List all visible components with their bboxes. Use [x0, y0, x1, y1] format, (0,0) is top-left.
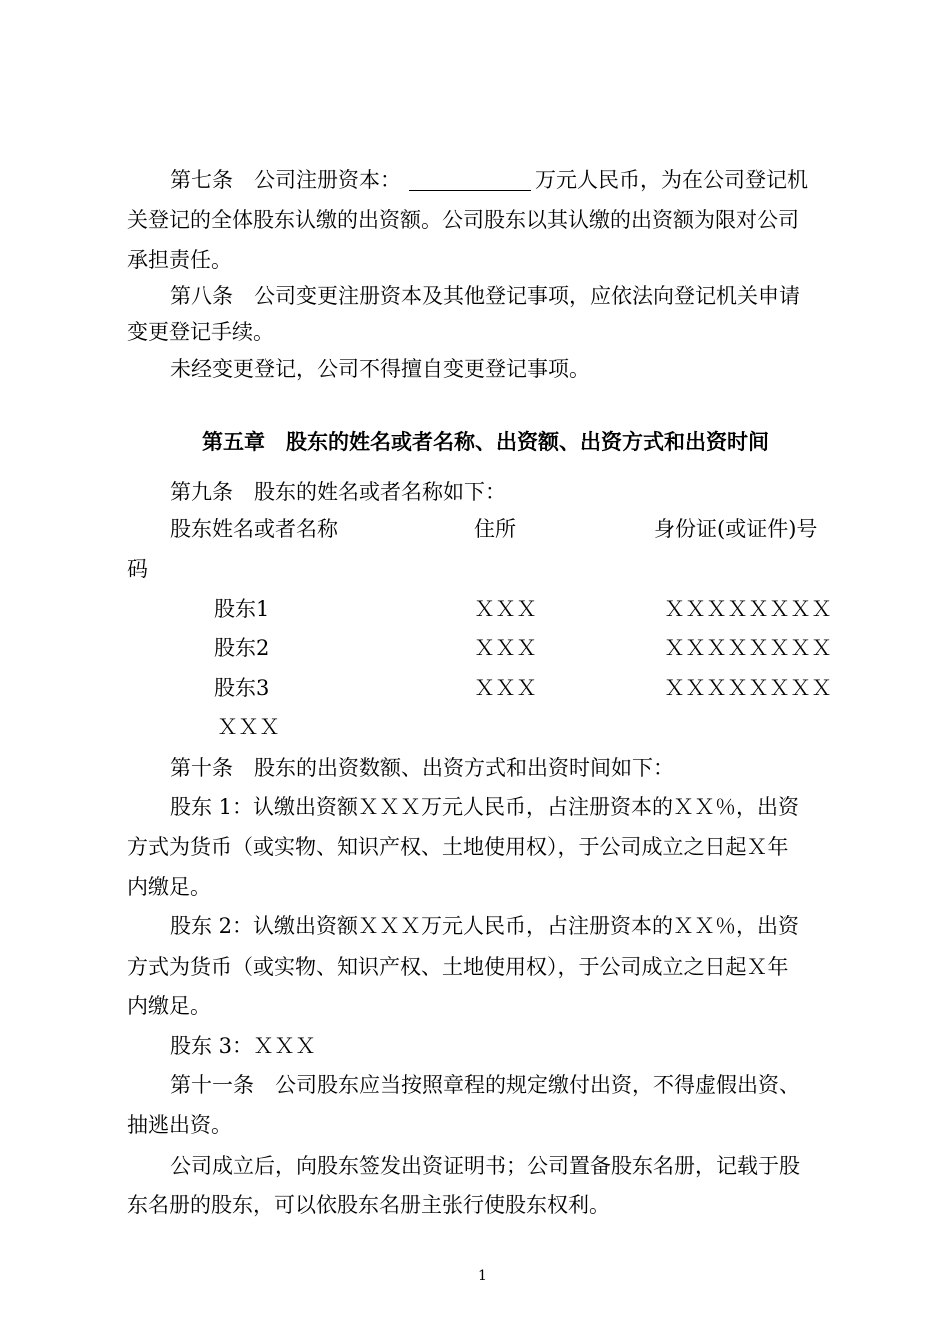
- row3-id: ＸＸＸＸＸＸＸＸ: [664, 676, 832, 700]
- page-number: 1: [478, 1268, 487, 1284]
- table-header-name: 股东姓名或者名称: [170, 517, 338, 541]
- table-header-id: 身份证(或证件)号: [654, 517, 818, 541]
- table-header-id-wrap: 码: [127, 557, 148, 581]
- table-header-address: 住所: [474, 517, 516, 541]
- art9-line1: 第九条 股东的姓名或者名称如下：: [170, 480, 506, 504]
- row2-address: ＸＸＸ: [474, 636, 537, 660]
- shareholder1-line1: 股东 1：认缴出资额ＸＸＸ万元人民币，占注册资本的ＸＸ％，出资: [170, 795, 800, 819]
- art8-line3: 未经变更登记，公司不得擅自变更登记事项。: [170, 357, 590, 381]
- shareholder2-line3: 内缴足。: [127, 994, 211, 1018]
- shareholder2-line2: 方式为货币（或实物、知识产权、土地使用权），于公司成立之日起Ｘ年: [127, 955, 789, 979]
- art7-suffix: 万元人民币，为在公司登记机: [535, 168, 808, 192]
- art11-line3: 公司成立后，向股东签发出资证明书；公司置备股东名册，记载于股: [170, 1154, 800, 1178]
- row1-name: 股东1: [214, 597, 270, 621]
- shareholder1-line3: 内缴足。: [127, 875, 211, 899]
- shareholder3-line: 股东 3：ＸＸＸ: [170, 1034, 317, 1058]
- row3-name: 股东3: [214, 676, 270, 700]
- art7-prefix: 第七条 公司注册资本：: [170, 168, 401, 192]
- row1-address: ＸＸＸ: [474, 597, 537, 621]
- row1-id: ＸＸＸＸＸＸＸＸ: [664, 597, 832, 621]
- art8-line1: 第八条 公司变更注册资本及其他登记事项，应依法向登记机关申请: [170, 284, 800, 308]
- art7-line2: 关登记的全体股东认缴的出资额。公司股东以其认缴的出资额为限对公司: [127, 208, 799, 232]
- art11-line1: 第十一条 公司股东应当按照章程的规定缴付出资，不得虚假出资、: [170, 1073, 800, 1097]
- art11-line2: 抽逃出资。: [127, 1113, 232, 1137]
- row2-name: 股东2: [214, 636, 270, 660]
- art10-line1: 第十条 股东的出资数额、出资方式和出资时间如下：: [170, 756, 674, 780]
- shareholder2-line1: 股东 2：认缴出资额ＸＸＸ万元人民币，占注册资本的ＸＸ％，出资: [170, 914, 800, 938]
- art7-line3: 承担责任。: [127, 248, 232, 272]
- chapter5-title: 第五章 股东的姓名或者名称、出资额、出资方式和出资时间: [202, 430, 769, 454]
- art7-line1: [170, 166, 808, 194]
- art8-line2: 变更登记手续。: [127, 320, 274, 344]
- registered-capital-blank: [409, 168, 531, 191]
- art11-line4: 东名册的股东，可以依股东名册主张行使股东权利。: [127, 1193, 610, 1217]
- row2-id: ＸＸＸＸＸＸＸＸ: [664, 636, 832, 660]
- table-extra-placeholder: ＸＸＸ: [217, 715, 280, 739]
- row3-address: ＸＸＸ: [474, 676, 537, 700]
- shareholder1-line2: 方式为货币（或实物、知识产权、土地使用权），于公司成立之日起Ｘ年: [127, 835, 789, 859]
